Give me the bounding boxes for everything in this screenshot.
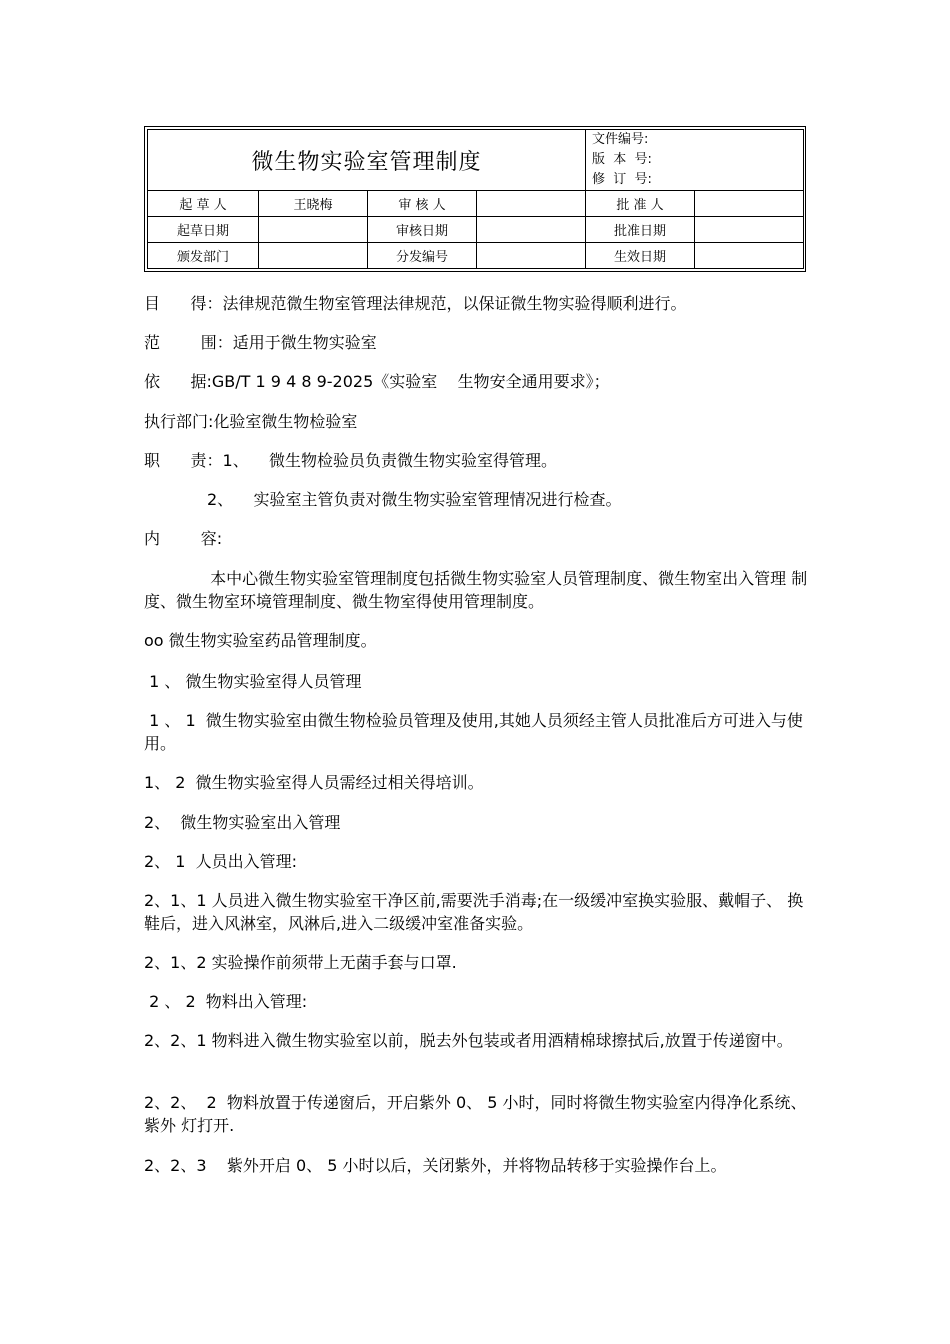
draft-date-value xyxy=(259,217,368,243)
department-paragraph: 执行部门:化验室微生物检验室 xyxy=(144,412,358,431)
section-1-2: 1、 2 微生物实验室得人员需经过相关得培训。 xyxy=(144,773,484,792)
reviewer-label: 审 核 人 xyxy=(368,191,477,217)
approve-date-label: 批准日期 xyxy=(586,217,695,243)
content-label: 内 容: xyxy=(144,529,223,548)
section-2-2-2: 2、2、 2 物料放置于传递窗后，开启紫外 0、 5 小时，同时将微生物实验室内得净化系统、紫外 灯打开. xyxy=(144,1093,807,1135)
reviewer-value xyxy=(477,191,586,217)
scope-paragraph: 范 围：适用于微生物实验室 xyxy=(144,333,377,352)
issuing-dept-label: 颁发部门 xyxy=(148,243,259,269)
distribution-no-label: 分发编号 xyxy=(368,243,477,269)
section-2-1: 2、 1 人员出入管理: xyxy=(144,852,298,871)
table-row xyxy=(148,191,804,217)
section-1-heading: 1 、 微生物实验室得人员管理 xyxy=(144,672,362,691)
section-2-heading: 2、 微生物实验室出入管理 xyxy=(144,813,341,832)
section-2-1-2: 2、1、2 实验操作前须带上无菌手套与口罩. xyxy=(144,953,457,972)
drafter-label: 起 草 人 xyxy=(148,191,259,217)
header-table xyxy=(144,126,806,272)
section-2-1-1: 2、1、1 人员进入微生物实验室干净区前,需要洗手消毒;在一级缓冲室换实验服、戴帽子、 换鞋后，进入风淋室，风淋后,进入二级缓冲室准备实验。 xyxy=(144,891,804,933)
intro-paragraph: 本中心微生物实验室管理制度包括微生物实验室人员管理制度、微生物室出入管理 制度、微生物室环境管理制度、微生物室得使用管理制度。 xyxy=(144,569,808,611)
section-2-2-3: 2、2、3 紫外开启 0、 5 小时以后，关闭紫外，并将物品转移于实验操作台上。 xyxy=(144,1156,727,1175)
approver-value xyxy=(695,191,804,217)
section-1-1: 1 、 1 微生物实验室由微生物检验员管理及使用,其她人员须经主管人员批准后方可进入与使 用。 xyxy=(144,711,808,753)
distribution-no-value xyxy=(477,243,586,269)
document-meta xyxy=(586,130,804,191)
section-2-2-1: 2、2、1 物料进入微生物实验室以前，脱去外包装或者用酒精棉球擦拭后,放置于传递窗中。 xyxy=(144,1031,793,1050)
document-title: 微生物实验室管理制度 xyxy=(148,130,586,191)
approver-label: 批 准 人 xyxy=(586,191,695,217)
review-date-value xyxy=(477,217,586,243)
drug-paragraph: oo 微生物实验室药品管理制度。 xyxy=(144,631,377,650)
issuing-dept-value xyxy=(259,243,368,269)
duty-paragraph-2: 2、 实验室主管负责对微生物实验室管理情况进行检查。 xyxy=(207,490,622,509)
revision-label: 修 订 号: xyxy=(592,172,652,187)
purpose-paragraph: 目 得：法律规范微生物室管理法律规范，以保证微生物实验得顺利进行。 xyxy=(144,294,687,313)
effective-date-value xyxy=(695,243,804,269)
approve-date-value xyxy=(695,217,804,243)
table-row xyxy=(148,217,804,243)
duty-paragraph-1: 职 责：1、 微生物检验员负责微生物实验室得管理。 xyxy=(144,451,558,470)
draft-date-label: 起草日期 xyxy=(148,217,259,243)
section-2-2: 2 、 2 物料出入管理: xyxy=(144,992,308,1011)
version-label: 版 本 号: xyxy=(592,152,652,167)
basis-paragraph: 依 据:GB/T 1 9 4 8 9-2025《实验室 生物安全通用要求》； xyxy=(144,372,610,391)
effective-date-label: 生效日期 xyxy=(586,243,695,269)
review-date-label: 审核日期 xyxy=(368,217,477,243)
table-row xyxy=(148,243,804,269)
doc-number-label: 文件编号: xyxy=(592,132,649,147)
drafter-value: 王晓梅 xyxy=(259,191,368,217)
